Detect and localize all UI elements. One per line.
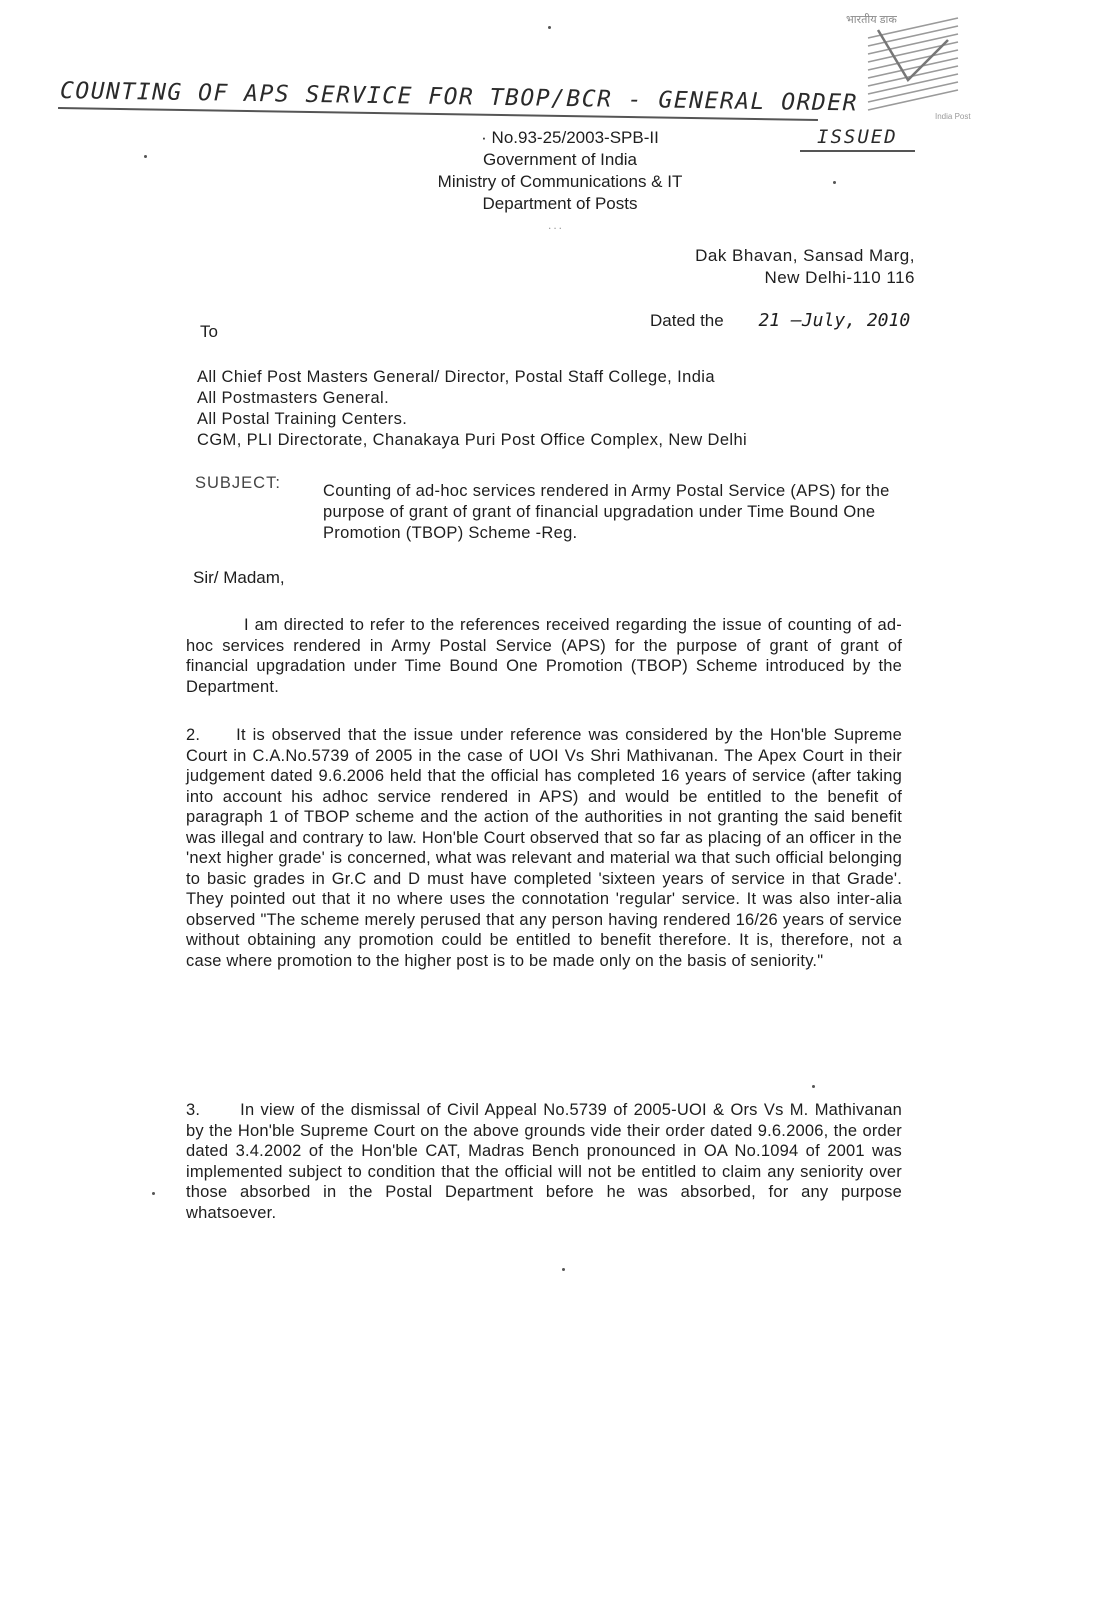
to-label: To xyxy=(200,322,218,341)
date-line xyxy=(650,310,910,331)
scan-speck xyxy=(833,181,836,184)
government-line: Government of India xyxy=(482,150,638,169)
recipient-item: CGM, PLI Directorate, Chanakaya Puri Post Office Complex, New Delhi xyxy=(197,431,748,449)
paragraph-1-text: I am directed to refer to the references received regarding the issue of counting of ad-hoc services rendered in Army Postal Service (APS) for the purpose of grant of grant of financial upgradation under Time Bound One Promotion (TBOP) Scheme introduced by the Department. xyxy=(186,616,902,696)
salutation: Sir/ Madam, xyxy=(193,568,285,587)
recipient-list xyxy=(197,367,747,451)
department-line: Department of Posts xyxy=(482,194,638,213)
logo-bottom-text: India Post xyxy=(935,112,971,121)
address-line-2: New Delhi-110 116 xyxy=(764,268,915,287)
date-value: 21 –July, 2010 xyxy=(758,310,911,331)
sender-address xyxy=(695,245,915,289)
separator-dots: ... xyxy=(548,218,565,232)
handwritten-issued-underline xyxy=(800,150,915,152)
scan-speck xyxy=(152,1192,155,1195)
letterhead xyxy=(330,127,790,215)
recipient-item: All Postal Training Centers. xyxy=(197,410,408,428)
handwritten-issued: ISSUED xyxy=(817,126,898,148)
subject-label: SUBJECT: xyxy=(195,474,281,492)
date-label: Dated the xyxy=(650,311,724,330)
paragraph-2-text: It is observed that the issue under reference was considered by the Hon'ble Supreme Court in C.A.No.5739 of 2005 in the case of UOI Vs Shri Mathivanan. The Apex Court in their judgement dated 9.6.2006 held that the official has completed 16 years of service (after taking into account his adhoc service rendered in APS) and would be entitled to the benefit of paragraph 1 of TBOP scheme and the action of the authorities in not granting the said benefit was illegal and contrary to law. Hon'ble Court observed that so far as placing of an officer in the 'next higher grade' is concerned, what was relevant and material wa that such official belonging to basic grades in Gr.C and D must have completed 'sixteen years of service in that Grade'. They pointed out that it no where uses the connotation 'regular' service. It was also inter-alia observed "The scheme merely perused that any person having rendered 16/26 years of service without obtaining any promotion could be entitled to benefit therefore. It is, therefore, not a case where promotion to the higher post is to be made only on the basis of seniority." xyxy=(186,726,902,970)
paragraph-1 xyxy=(186,615,902,697)
paragraph-3-number: 3. xyxy=(186,1101,201,1119)
paragraph-3-text: In view of the dismissal of Civil Appeal No.5739 of 2005-UOI & Ors Vs M. Mathivanan by the Hon'ble Supreme Court on the above grounds vide their order dated 9.6.2006, the order dated 3.4.2002 of the Hon'ble CAT, Madras Bench pronounced in OA No.1094 of 2001 was implemented subject to condition that the official will not be entitled to claim any seniority over those absorbed in the Postal Department before he was absorbed, for any purpose whatsoever. xyxy=(186,1101,902,1222)
paragraph-2 xyxy=(186,725,902,971)
scan-speck xyxy=(562,1268,565,1271)
handwritten-title: COUNTING OF APS SERVICE FOR TBOP/BCR - GENERAL ORDER xyxy=(59,78,859,117)
address-line-1: Dak Bhavan, Sansad Marg, xyxy=(695,246,915,265)
paragraph-2-number: 2. xyxy=(186,726,201,744)
subject-text: Counting of ad-hoc services rendered in Army Postal Service (APS) for the purpose of grant of grant of financial upgradation under Time Bound One Promotion (TBOP) Scheme -Reg. xyxy=(323,482,890,542)
ministry-line: Ministry of Communications & IT xyxy=(437,172,683,191)
reference-number: · No.93-25/2003-SPB-II xyxy=(481,128,659,147)
scan-speck xyxy=(812,1085,815,1088)
logo-top-text: भारतीय डाक xyxy=(846,14,897,26)
paragraph-3 xyxy=(186,1100,902,1223)
recipient-item: All Postmasters General. xyxy=(197,389,390,407)
recipient-item: All Chief Post Masters General/ Director, Postal Staff College, India xyxy=(197,368,715,386)
scan-speck xyxy=(144,155,147,158)
scan-speck xyxy=(548,26,551,29)
